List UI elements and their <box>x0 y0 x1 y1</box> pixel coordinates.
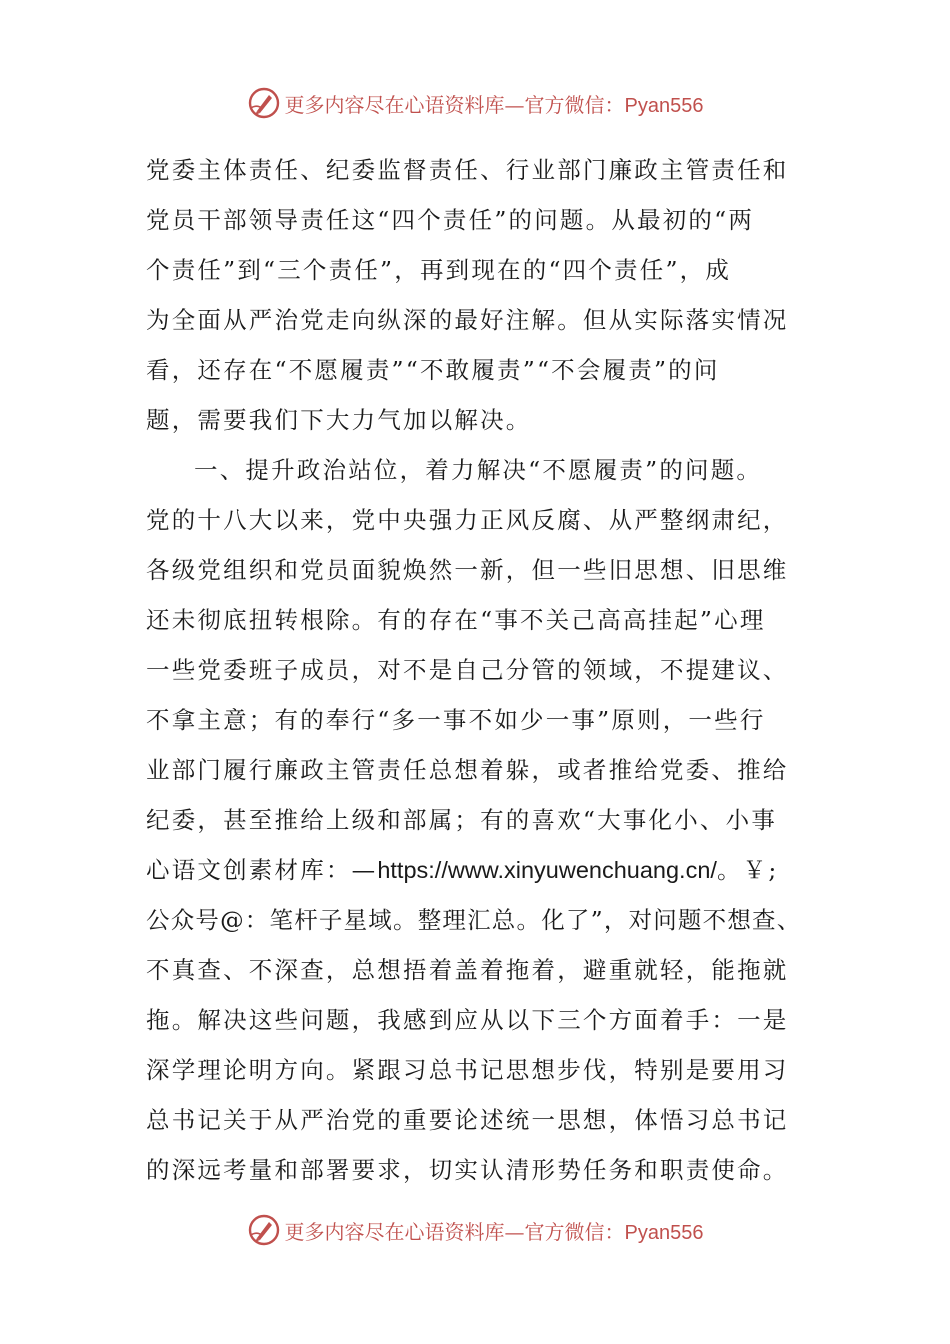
text-line: 为全面从严治党走向纵深的最好注解。但从实际落实情况 <box>146 306 789 334</box>
text-line: 个责任”到“三个责任”，再到现在的“四个责任”，成 <box>146 256 732 284</box>
section-heading: 一、提升政治站位，着力解决“不愿履责”的问题。 <box>194 456 763 484</box>
header-banner <box>0 83 950 123</box>
text-line: 不真查、不深查，总想捂着盖着拖着，避重就轻，能拖就 <box>146 956 789 984</box>
banner-wechat-id: Pyan556 <box>624 94 704 117</box>
banner-wechat-id: Pyan556 <box>624 1221 704 1244</box>
text-line: 各级党组织和党员面貌焕然一新，但一些旧思想、旧思维 <box>146 556 789 584</box>
footer-banner <box>0 1210 950 1250</box>
text-line: 拖。解决这些问题，我感到应从以下三个方面着手：一是 <box>146 1006 789 1034</box>
text-line: 业部门履行廉政主管责任总想着躲，或者推给党委、推给 <box>146 756 789 784</box>
text-line: 党的十八大以来，党中央强力正风反腐、从严整纲肃纪， <box>146 506 789 534</box>
source-url[interactable]: https://www.xinyuwenchuang.cn/ <box>377 857 717 883</box>
banner-text: 更多内容尽在心语资料库—官方微信：Pyan556 <box>284 1219 704 1244</box>
banner-text: 更多内容尽在心语资料库—官方微信：Pyan556 <box>284 92 704 117</box>
pen-logo-icon <box>247 1213 281 1247</box>
pen-logo-icon <box>247 86 281 120</box>
text-line: 不拿主意；有的奉行“多一事不如少一事”原则，一些行 <box>146 706 766 734</box>
text-line: 题，需要我们下大力气加以解决。 <box>146 406 532 434</box>
source-suffix: 。￥; <box>716 856 779 884</box>
source-prefix: 心语文创素材库：— <box>146 856 378 884</box>
text-line: 看，还存在“不愿履责”“不敢履责”“不会履责”的问 <box>146 356 720 384</box>
text-line: 总书记关于从严治党的重要论述统一思想，体悟习总书记 <box>146 1106 789 1134</box>
text-line: 公众号@：笔杆子星域。整理汇总。化了”，对问题不想查、 <box>146 906 802 934</box>
text-line: 的深远考量和部署要求，切实认清形势任务和职责使命。 <box>146 1156 789 1184</box>
text-line: 还未彻底扭转根除。有的存在“事不关己高高挂起”心理 <box>146 606 766 634</box>
text-line: 党委主体责任、纪委监督责任、行业部门廉政主管责任和 <box>146 156 789 184</box>
text-line: 党员干部领导责任这“四个责任”的问题。从最初的“两 <box>146 206 755 234</box>
document-body <box>146 145 826 1195</box>
text-line: 一些党委班子成员，对不是自己分管的领域，不提建议、 <box>146 656 789 684</box>
source-line <box>146 845 826 895</box>
text-line: 深学理论明方向。紧跟习总书记思想步伐，特别是要用习 <box>146 1056 789 1084</box>
text-line: 纪委，甚至推给上级和部属；有的喜欢“大事化小、小事 <box>146 806 778 834</box>
